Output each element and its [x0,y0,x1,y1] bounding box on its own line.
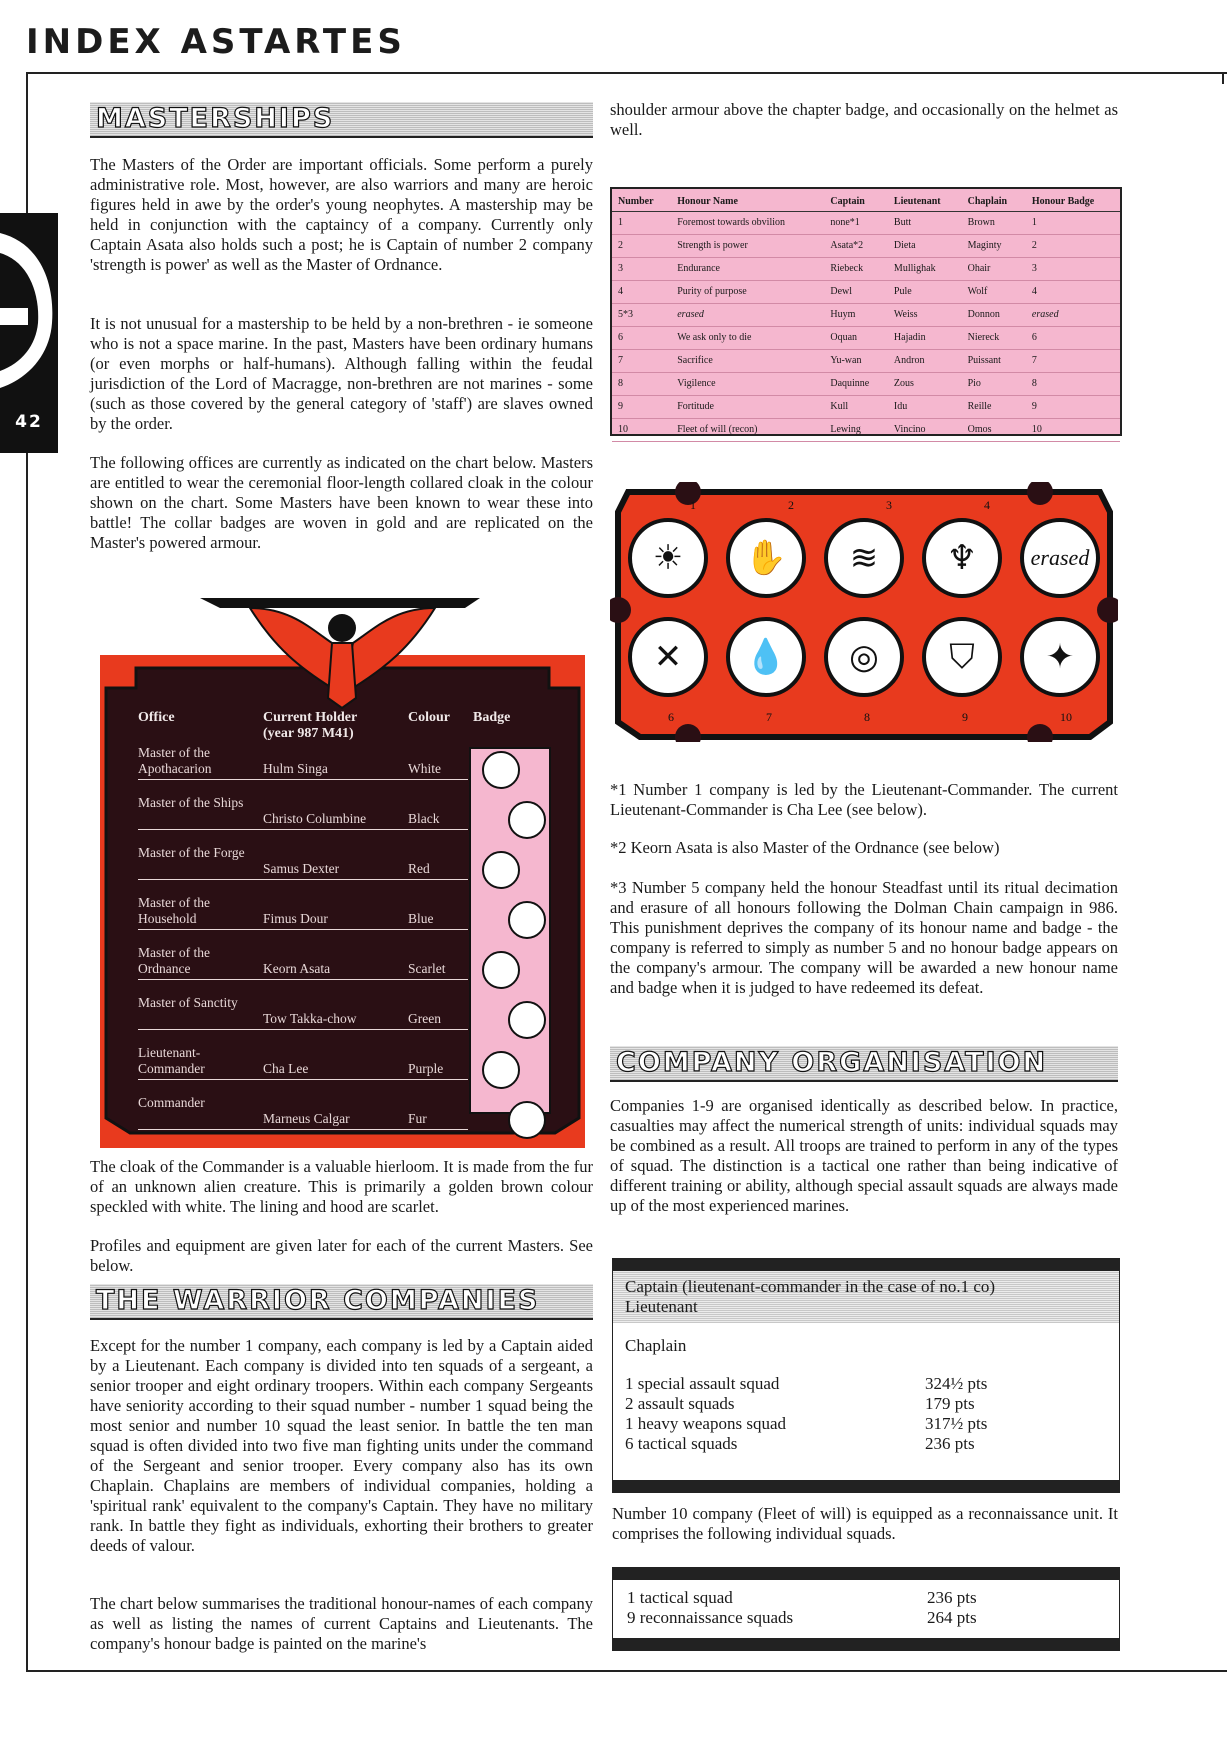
honour-table-row [612,235,1120,258]
honour-table-cell: Donnon [962,304,1026,327]
honour-table-cell: 9 [612,396,671,419]
masters-colour-cell: White [408,761,441,776]
honour-table-cell: Andron [888,350,962,373]
honour-table-cell: Idu [888,396,962,419]
lightning-icon: ≋ [824,518,904,598]
masters-office-cell: Master of the Ships [138,795,244,810]
masterships-heading [90,102,593,138]
masters-colour-cell: Fur [408,1111,427,1126]
master-badge-icon [508,901,546,939]
honour-table-cell: Foremost towards obvilion [671,212,824,235]
badge-number-bottom: 10 [1060,710,1072,724]
company-org-heading [610,1046,1118,1082]
masters-office-cell: Master of the Ordnance [138,945,210,976]
masters-office-cell: Lieutenant-Commander [138,1045,205,1076]
org-box-1-bottombar [613,1480,1119,1492]
master-badge-icon [508,1001,546,1039]
honour-table-cell: Strength is power [671,235,824,258]
right-rule [1222,72,1224,84]
masters-holder-cell: Tow Takka-chow [263,1011,357,1026]
honour-table-cell: Maginty [962,235,1026,258]
warrior-companies-p2: The chart below summarises the traditional honour-names of each company as well as listing the names of current Captains and Lieutenants. The company's honour badge is painted on the marine's [90,1594,593,1653]
honour-table-row [612,281,1120,304]
honour-table-cell: 3 [1026,258,1120,281]
squad-name: 9 reconnaissance squads [627,1608,794,1627]
masters-row-rule [138,1129,468,1130]
honour-table-cell: We ask only to die [671,327,824,350]
honour-badge-board [610,482,1118,742]
badge-number-top: 2 [788,498,794,512]
company-org-p2: Number 10 company (Fleet of will) is equipped as a reconnaissance unit. It comprises the following individual squads. [612,1504,1118,1543]
honour-table-cell: Oquan [824,327,888,350]
erased-label: erased [1030,545,1090,570]
masters-row-rule [138,1029,468,1030]
masters-header-colour: Colour [408,710,450,725]
masters-holder-cell: Keorn Asata [263,961,331,976]
masterships-heading-text: MASTERSHIPS [96,103,335,134]
honour-table-cell: Asata*2 [824,235,888,258]
honour-table-row [612,212,1120,235]
masters-holder-cell: Samus Dexter [263,861,340,876]
honour-table-cell: Pio [962,373,1026,396]
honour-table-header: Honour Badge [1026,189,1120,212]
masters-row-rule [138,979,468,980]
squad-row [625,1414,1107,1434]
honour-table-cell: Mullighak [888,258,962,281]
honour-table-cell: 1 [1026,212,1120,235]
honour-table-cell: Wolf [962,281,1026,304]
honour-table-cell: 10 [612,419,671,442]
honour-table-cell: Brown [962,212,1026,235]
squad-row [627,1588,1105,1608]
master-badge-icon [508,801,546,839]
masters-colour-cell: Black [408,811,440,826]
honour-table-cell: 8 [612,373,671,396]
honour-table-cell: 5*3 [612,304,671,327]
company-org-heading-text: COMPANY ORGANISATION [616,1047,1048,1078]
org-box-2-topbar [613,1568,1119,1580]
honour-table-cell: Yu-wan [824,350,888,373]
honour-table-cell: 10 [1026,419,1120,442]
masterships-p3: The following offices are currently as indicated on the chart below. Masters are entitled to wear the ceremonial floor-length collared cloak in the colour shown on the chart. Some Masters have been known to wear these into battle! The collar badges are woven in gold and are replicated on the Master's powered armour. [90,453,593,552]
honour-table-row [612,396,1120,419]
drops-icon: 💧 [726,617,806,697]
honour-table-header: Honour Name [671,189,824,212]
squad-name: 2 assault squads [625,1394,735,1413]
squad-points: 324½ pts [925,1374,988,1393]
honour-table-cell: Zous [888,373,962,396]
masters-colour-cell: Green [408,1011,441,1026]
masters-office-cell: Master of the Household [138,895,210,926]
squad-points: 317½ pts [925,1414,988,1433]
masters-colour-cell: Purple [408,1061,444,1076]
badge-number-bottom: 8 [864,710,870,724]
masters-holder-cell: Christo Columbine [263,811,367,826]
honour-table-row [612,419,1120,442]
honour-table-cell: 7 [1026,350,1120,373]
org-box-2-bottombar [613,1638,1119,1650]
masters-colour-cell: Blue [408,911,434,926]
honour-table-row [612,373,1120,396]
honour-table-cell: 3 [612,258,671,281]
squad-row [627,1608,1105,1628]
honour-table-cell: Puissant [962,350,1026,373]
master-badge-icon [482,851,520,889]
chevron-shield-icon: ⛉ [922,617,1002,697]
honour-table-cell: Endurance [671,258,824,281]
masters-office-cell: Master of the Forge [138,845,245,860]
org-lieutenant-line: Lieutenant [625,1297,698,1316]
masters-colour-cell: Scarlet [408,961,446,976]
warrior-companies-heading [90,1284,593,1320]
master-badge-icon [508,1101,546,1139]
org-box-2 [612,1567,1120,1651]
warrior-companies-p1: Except for the number 1 company, each company is led by a Captain aided by a Lieutenant. Each company is divided into ten squads of a sergeant, a senior trooper and eight ordinary troopers. Within each company Sergeants have seniority according to their squad number - number 1 squad being the most senior and number 10 squad the least senior. In battle the ten man squad is often divided into two five man fighting units under the command of the Sergeant and senior trooper. Every company also has its own Chaplain. Chaplains are members of individual companies, holding a 'spiritual rank' equivalent to the company's Captain. They have no military rank. In battle they fight as individuals, exhorting their brothers to greater deeds of valour. [90,1336,593,1555]
honour-table-row [612,304,1120,327]
footnote-1: *1 Number 1 company is led by the Lieutenant-Commander. The current Lieutenant-Commander is Cha Lee (see below). [610,780,1118,819]
squad-row [625,1434,1107,1454]
squad-points: 236 pts [927,1588,977,1607]
honour-table-cell: Daquinne [824,373,888,396]
eye-icon: ◎ [824,617,904,697]
honour-table-cell: Ohair [962,258,1026,281]
master-badge-icon [482,751,520,789]
badge-number-bottom: 7 [766,710,772,724]
squad-points: 179 pts [925,1394,975,1413]
honour-table-cell: Kull [824,396,888,419]
masters-holder-cell: Hulm Singa [263,761,328,776]
page-title: INDEX ASTARTES [26,22,406,62]
company-org-p1: Companies 1-9 are organised identically as described below. In practice, casualties may affect the numerical strength of units: individual squads may be combined as a result. All troops are trained to perform in any of the types of squad. The distinction is a tactical one rather than being indicative of different training or ability, although special assault squads are always made up of the most experienced marines. [610,1096,1118,1215]
honour-table-cell: Lewing [824,419,888,442]
honour-table-cell: Dieta [888,235,962,258]
honour-table-header: Chaplain [962,189,1026,212]
badge-number-bottom: 9 [962,710,968,724]
honour-table-cell: Dewl [824,281,888,304]
honour-table-cell: erased [1026,304,1120,327]
masterships-p4: The cloak of the Commander is a valuable hierloom. It is made from the fur of an unknown alien creature. This is primarily a golden brown colour speckled with white. The lining and hood are scarlet. [90,1157,593,1216]
masters-office-cell: Master of Sanctity [138,995,238,1010]
gauntlet-icon: ✋ [726,518,806,598]
squad-name: 6 tactical squads [625,1434,738,1453]
honour-table-cell: 6 [612,327,671,350]
right-top-text: shoulder armour above the chapter badge, and occasionally on the helmet as well. [610,100,1118,139]
squad-row [625,1394,1107,1414]
top-rule [26,72,1227,74]
honour-table-cell: 8 [1026,373,1120,396]
honour-table-cell: Riebeck [824,258,888,281]
squad-points: 264 pts [927,1608,977,1627]
honour-table-cell: 2 [612,235,671,258]
helmet-icon [0,213,58,403]
honour-table-cell: Huym [824,304,888,327]
honour-table-cell: Vigilence [671,373,824,396]
masterships-p2: It is not unusual for a mastership to be held by a non-brethren - ie someone who is not a space marine. In the past, Masters have been ordinary humans (or even morphs or half-humans). Although falling within the feudal jurisdiction of the Lord of Macragge, non-brethren are not marines - some (such as those covered by the general category of 'staff') are slaves owned by the order. [90,314,593,433]
honour-table-cell: Vincino [888,419,962,442]
honour-table-cell: 6 [1026,327,1120,350]
masters-office-cell: Master of the Apothacarion [138,745,212,776]
honour-table-cell: Fleet of will (recon) [671,419,824,442]
honour-table-cell: 1 [612,212,671,235]
masters-chart [100,588,585,1148]
honour-table-cell: 4 [612,281,671,304]
masters-row-rule [138,779,468,780]
honour-table-cell: Reille [962,396,1026,419]
org-box-1 [612,1258,1120,1493]
fleur-icon: ♆ [922,518,1002,598]
honour-table-row [612,327,1120,350]
honour-table-cell: 7 [612,350,671,373]
honour-table-cell: 4 [1026,281,1120,304]
honour-table-header: Lieutenant [888,189,962,212]
masters-header-office: Office [138,710,175,725]
honour-table-cell: Hajadin [888,327,962,350]
masters-holder-cell: Cha Lee [263,1061,309,1076]
masterships-p5: Profiles and equipment are given later for each of the current Masters. See below. [90,1236,593,1275]
honour-table-cell: Purity of purpose [671,281,824,304]
squad-name: 1 tactical squad [627,1588,733,1607]
squad-name: 1 special assault squad [625,1374,780,1393]
masters-row-rule [138,1079,468,1080]
org-box-1-topbar [613,1259,1119,1271]
footnote-3: *3 Number 5 company held the honour Steadfast until its ritual decimation and erasure of all honours following the Dolman Chain campaign in 986. This punishment deprives the company of its honour name and badge - the company is referred to simply as number 5 and no honour badge appears on the company's armour. The company will be awarded a new honour name and badge when it is judged to have redeemed its defeat. [610,878,1118,997]
honour-table-header: Captain [824,189,888,212]
sunburst-icon: ☀ [628,518,708,598]
honour-table-cell: Weiss [888,304,962,327]
honour-table-row [612,258,1120,281]
wing-icon: ✦ [1020,617,1100,697]
honour-table-cell: none*1 [824,212,888,235]
master-badge-icon [482,951,520,989]
masters-row-rule [138,879,468,880]
page-number: 42 [15,412,43,432]
honour-table-cell: Pule [888,281,962,304]
masters-row-rule [138,829,468,830]
masterships-p1: The Masters of the Order are important officials. Some perform a purely administrative role. Most, however, are also warriors and many are heroic figures held in awe by the order's young neophytes. A mastership may be held in conjunction with the captaincy of a company. Currently only Captain Asata also holds such a post; he is Captain of number 2 company 'strength is power' as well as the Master of Ordnance. [90,155,593,274]
honour-table-header: Number [612,189,671,212]
honour-table-cell: Niereck [962,327,1026,350]
honour-table-cell: Sacrifice [671,350,824,373]
masters-office-cell: Commander [138,1095,205,1110]
badge-number-top: 3 [886,498,892,512]
honour-table [610,187,1122,436]
badge-number-top: 4 [984,498,990,512]
masters-row-rule [138,929,468,930]
squad-row [625,1374,1107,1394]
bottom-rule [26,1670,1227,1672]
masters-holder-cell: Fimus Dour [263,911,328,926]
warrior-companies-heading-text: THE WARRIOR COMPANIES [96,1285,540,1316]
squad-points: 236 pts [925,1434,975,1453]
squad-name: 1 heavy weapons squad [625,1414,786,1433]
org-captain-line: Captain (lieutenant-commander in the case of no.1 co) [625,1277,996,1296]
crossed-bones-icon: ✕ [628,617,708,697]
honour-table-cell: 9 [1026,396,1120,419]
org-chaplain-line: Chaplain [625,1336,687,1355]
masters-holder-cell: Marneus Calgar [263,1111,350,1126]
honour-table-cell: 2 [1026,235,1120,258]
honour-table-cell: Fortitude [671,396,824,419]
honour-table-cell: erased [671,304,824,327]
badge-number-top: 1 [690,498,696,512]
masters-header-holder: Current Holder (year 987 M41) [263,710,357,741]
master-badge-icon [482,1051,520,1089]
masters-colour-cell: Red [408,861,430,876]
honour-table-cell: Omos [962,419,1026,442]
masters-header-badge: Badge [473,710,511,725]
org-box-1-command [613,1271,1119,1323]
honour-table-cell: Butt [888,212,962,235]
footnote-2: *2 Keorn Asata is also Master of the Ordnance (see below) [610,838,1000,857]
erased-badge [1020,518,1100,598]
honour-table-row [612,350,1120,373]
badge-number-bottom: 6 [668,710,674,724]
